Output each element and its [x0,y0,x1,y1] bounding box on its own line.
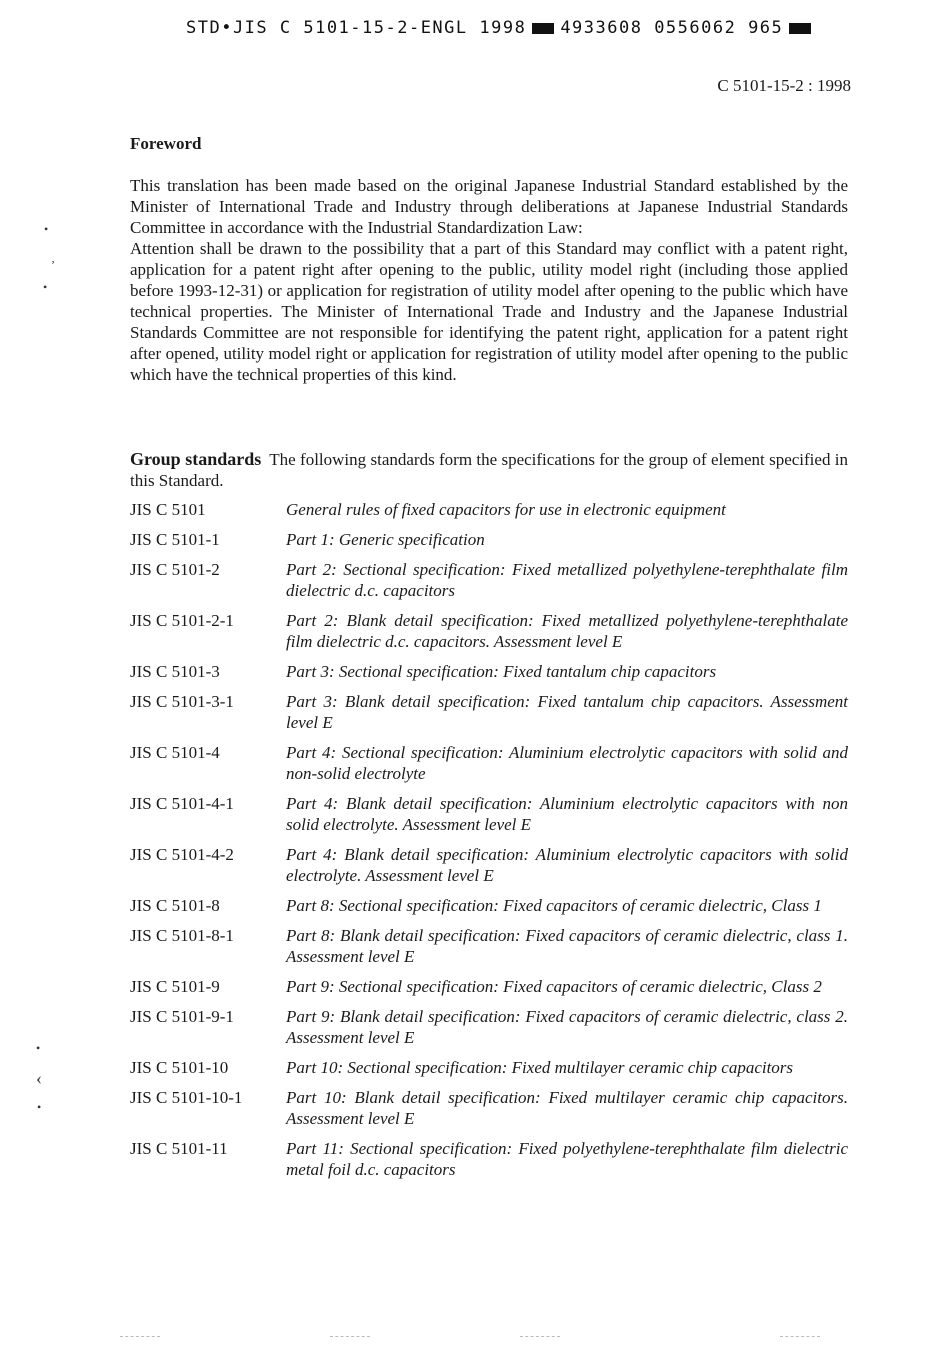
foreword-paragraph-1: This translation has been made based on the original Japanese Industrial Standard established by the Minister of International Trade and Industry through deliberations at Japanese Industrial Standards Committee in accordance with the Industrial Standardization Law: [130,176,848,237]
scan-speck-icon: ‹ [36,1068,42,1088]
foreword-body [130,175,848,385]
standard-title: Part 2: Sectional specification: Fixed metallized polyethylene-terephthalate film dielectric d.c. capacitors [286,560,848,600]
standard-code: JIS C 5101-2 [130,560,220,579]
standard-code: JIS C 5101-2-1 [130,611,234,630]
document-id: C 5101-15-2 : 1998 [717,76,851,95]
standard-code: JIS C 5101-1 [130,530,220,549]
standard-row [130,844,848,886]
footer-divider [330,1336,370,1337]
standard-code: JIS C 5101-4 [130,743,220,762]
standards-list [130,499,848,1189]
standard-code: JIS C 5101 [130,500,206,519]
standard-row [130,895,848,916]
standard-title: Part 9: Sectional specification: Fixed capacitors of ceramic dielectric, Class 2 [286,977,822,996]
footer-divider [520,1336,560,1337]
stamp-block-icon [532,23,554,34]
standard-code: JIS C 5101-10-1 [130,1088,243,1107]
standard-row [130,793,848,835]
standard-title: Part 3: Sectional specification: Fixed tantalum chip capacitors [286,662,717,681]
footer-divider [120,1336,160,1337]
standard-title: Part 2: Blank detail specification: Fixed metallized polyethylene-terephthalate film dielectric d.c. capacitors. Assessment level E [286,611,848,651]
stamp-text: STD•JIS C 5101-15-2-ENGL 1998 [186,18,527,38]
standard-title: Part 3: Blank detail specification: Fixed tantalum chip capacitors. Assessment level E [286,692,848,732]
standard-row [130,1138,848,1180]
standard-code: JIS C 5101-8 [130,896,220,915]
standard-code: JIS C 5101-3 [130,662,220,681]
standard-title: Part 10: Sectional specification: Fixed multilayer ceramic chip capacitors [286,1058,794,1077]
standard-row [130,1087,848,1129]
scan-speck-icon: • [43,280,48,294]
standard-code: JIS C 5101-3-1 [130,692,234,711]
group-standards-label: Group standards [130,449,262,469]
stamp-code: 4933608 0556062 965 [560,18,784,38]
standard-title: General rules of fixed capacitors for use in electronic equipment [286,500,726,519]
standard-title: Part 4: Sectional specification: Aluminium electrolytic capacitors with solid and non-solid electrolyte [286,743,848,783]
standard-title: Part 1: Generic specification [286,530,485,549]
scan-speck-icon: ʼ [51,258,55,272]
document-stamp [186,18,836,38]
standard-code: JIS C 5101-4-1 [130,794,234,813]
standard-row [130,976,848,997]
standard-title: Part 10: Blank detail specification: Fixed multilayer ceramic chip capacitors. Assessment level E [286,1088,848,1128]
standard-title: Part 11: Sectional specification: Fixed polyethylene-terephthalate film dielectric metal foil d.c. capacitors [286,1139,848,1179]
standard-code: JIS C 5101-9 [130,977,220,996]
scan-speck-icon: • [36,1041,41,1055]
footer-divider [780,1336,820,1337]
group-standards-intro [130,449,848,491]
standard-row [130,1057,848,1078]
scan-speck-icon: • [37,1100,42,1114]
scan-speck-icon: • [44,222,49,236]
standard-row [130,691,848,733]
standard-title: Part 8: Blank detail specification: Fixed capacitors of ceramic dielectric, class 1. Assessment level E [286,926,848,966]
standard-row [130,529,848,550]
standard-row [130,925,848,967]
stamp-block-icon [789,23,811,34]
standard-title: Part 9: Blank detail specification: Fixed capacitors of ceramic dielectric, class 2. Assessment level E [286,1007,848,1047]
standard-code: JIS C 5101-8-1 [130,926,234,945]
group-standards-intro-text: The following standards form the specifications for the group of element specified in this Standard. [130,450,849,490]
standard-row [130,610,848,652]
standard-row [130,661,848,682]
standard-row [130,559,848,601]
standard-code: JIS C 5101-11 [130,1139,228,1158]
standard-row [130,742,848,784]
foreword-title: Foreword [130,134,202,153]
standard-title: Part 8: Sectional specification: Fixed capacitors of ceramic dielectric, Class 1 [286,896,822,915]
standard-code: JIS C 5101-9-1 [130,1007,234,1026]
foreword-paragraph-2: Attention shall be drawn to the possibility that a part of this Standard may conflict with a patent right, application for a patent right after opening to the public, utility model right (including those applied before 1993-12-31) or application for registration of utility model after opening to the public which have technical properties. The Minister of International Trade and Industry and the Japanese Industrial Standards Committee are not responsible for identifying the patent right, application for a patent right after opened, utility model right or application for registration of utility model after opening to the public which have the technical properties of this kind. [130,239,848,384]
standard-title: Part 4: Blank detail specification: Aluminium electrolytic capacitors with non solid electrolyte. Assessment level E [286,794,848,834]
standard-code: JIS C 5101-10 [130,1058,229,1077]
standard-code: JIS C 5101-4-2 [130,845,234,864]
standard-row [130,1006,848,1048]
standard-row [130,499,848,520]
standard-title: Part 4: Blank detail specification: Aluminium electrolytic capacitors with solid electrolyte. Assessment level E [286,845,848,885]
